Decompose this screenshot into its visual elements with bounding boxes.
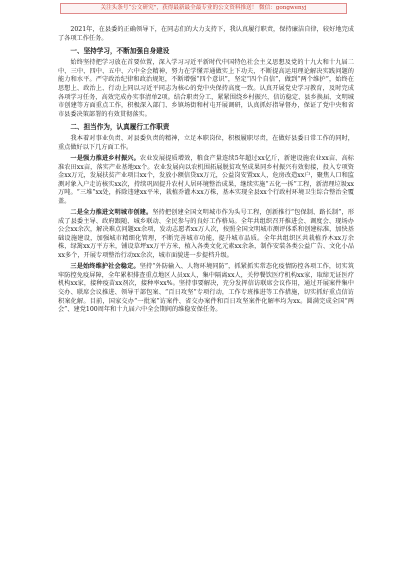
civilized-city-paragraph [58,209,354,261]
section-1-paragraph: 始终坚持把学习放在首要位置，深入学习习近平新时代中国特色社会主义思想及党的十九大和十九届二中、三中、四中、五中、六中全会精神，努力在学懂弄通做实上下功夫，不断提高运用理论解决实践问题的能力和水平。严守政治纪律和政治规矩，不断增强“四个意识”，坚定“四个自信”，做到“两个维护”，始终在思想上、政治上、行动上同以习近平同志为核心的党中央保持高度一致。认真开展党史学习教育，及时完成各项学习任务，高效完成办实事清单2项。结合职责分工，紧紧围绕乡村振兴、信访稳定、县乡换届、文明城市创建等方面重点工作，积极深入部门、乡镇场街和村屯开展调研，认真抓好指导督办，保证了党中央和省市县委决策部署的有效贯彻落实。 [58,59,354,118]
social-stability-lead: 三是始终维护社会稳定。 [70,263,140,271]
civilized-city-lead: 二是全力推进文明城市创建。 [70,209,153,217]
intro-paragraph: 2021年，在县委的正确领导下，在同志们的大力支持下，我认真履行职责，保持廉洁自律，较好地完成了各项工作任务。 [58,26,354,42]
rural-revitalization-lead: 一是强力推进乡村振兴。 [70,155,140,163]
civilized-city-text: 坚持把创建全国文明城市作为头号工程，创新推行“包保制、路长制”，形成了县委主导、政府跟随、城乡联动、全民参与的良好工作格局。全年共组织召开推进会、调度会、现场办公会xx余次，解决难点问题xx余项，发动志愿者xx万人次，按照全国文明城市测评体系和创建标准，加快基础设施建设，加强城市精细化管理，不断完善城市功能，提升城市品质。全年共组织区共栽植乔木xx万余株，绿篱xx万平方米，铺设草坪xx万平方米，植入各类文化元素xx余条，制作安装各类公益广告、文化小品xx多个，开展专项整治行动xx余次，城市面貌进一步提档升级。 [58,209,354,260]
rural-revitalization-text: 农业发展提质增效，粮食产量连续5年超过xx亿斤，新建设施农业xx亩、高标准农田xx亩，落实产业基地xx个。农业发展向以农机围拓展脱贫攻坚成果同乡村振兴有效衔接，投入专项资金xx万元，发展扶贫产业项目xx个，发放小额信贷xx万元，公益岗安置xx人，危房改造xx户，聚焦人口和监测对象入户走访核实xx次，持续巩固提升农村人居环境整治成果，继续实施“五化一拆”工程，新清理垃圾xx万吨。“三堆”xx处，拆除违建xx平米，栽植乔灌木xx万株，基本实现全县xx个行政村环境卫生综合整治全覆盖。 [58,155,354,205]
section-heading-1: 一、坚持学习，不断加强自身建设 [70,47,170,56]
rural-revitalization-paragraph [58,155,354,207]
social-stability-paragraph [58,263,354,315]
section-2-intro-paragraph: 我本着对事业负责、对县委负责的精神，立足本职岗位，积极履职尽责，在做好县委日常工作的同时，重点做好以下几方面工作。 [58,135,354,151]
promo-banner: 关注头条号“公文研究”，获得最新最全最专业的公文资料推送！ 微信：gongwenyj [60,3,347,14]
section-heading-2: 二、担当作为，认真履行工作职责 [70,123,170,132]
document-body [58,26,354,317]
social-stability-text: 坚持“外防输入、人物环境同防”，抓紧抓实常态化疫情防控各项工作，切实筑牢防控免疫屏障，全年累积排查重点地区人员xx人，集中隔离xx人，关停餐饮医疗机构xx家，取缔无证医疗机构xx家，接种疫苗xx剂次，接种率xx%。坚持事要解决，充分发挥信访联席会议作用，通过开展案件集中交办、联席会议推进、领导干部包案、“百日攻坚”专项行动，工作专班推进等工作措施，切实抓好重点信访积案化解。目前，国家交办“一批案”访案件、省交办案件和百日攻坚案件化解率均为xx。圆满完成全国“两会”、建党100周年和十九届六中全会期间的维稳安保任务。 [58,263,355,314]
